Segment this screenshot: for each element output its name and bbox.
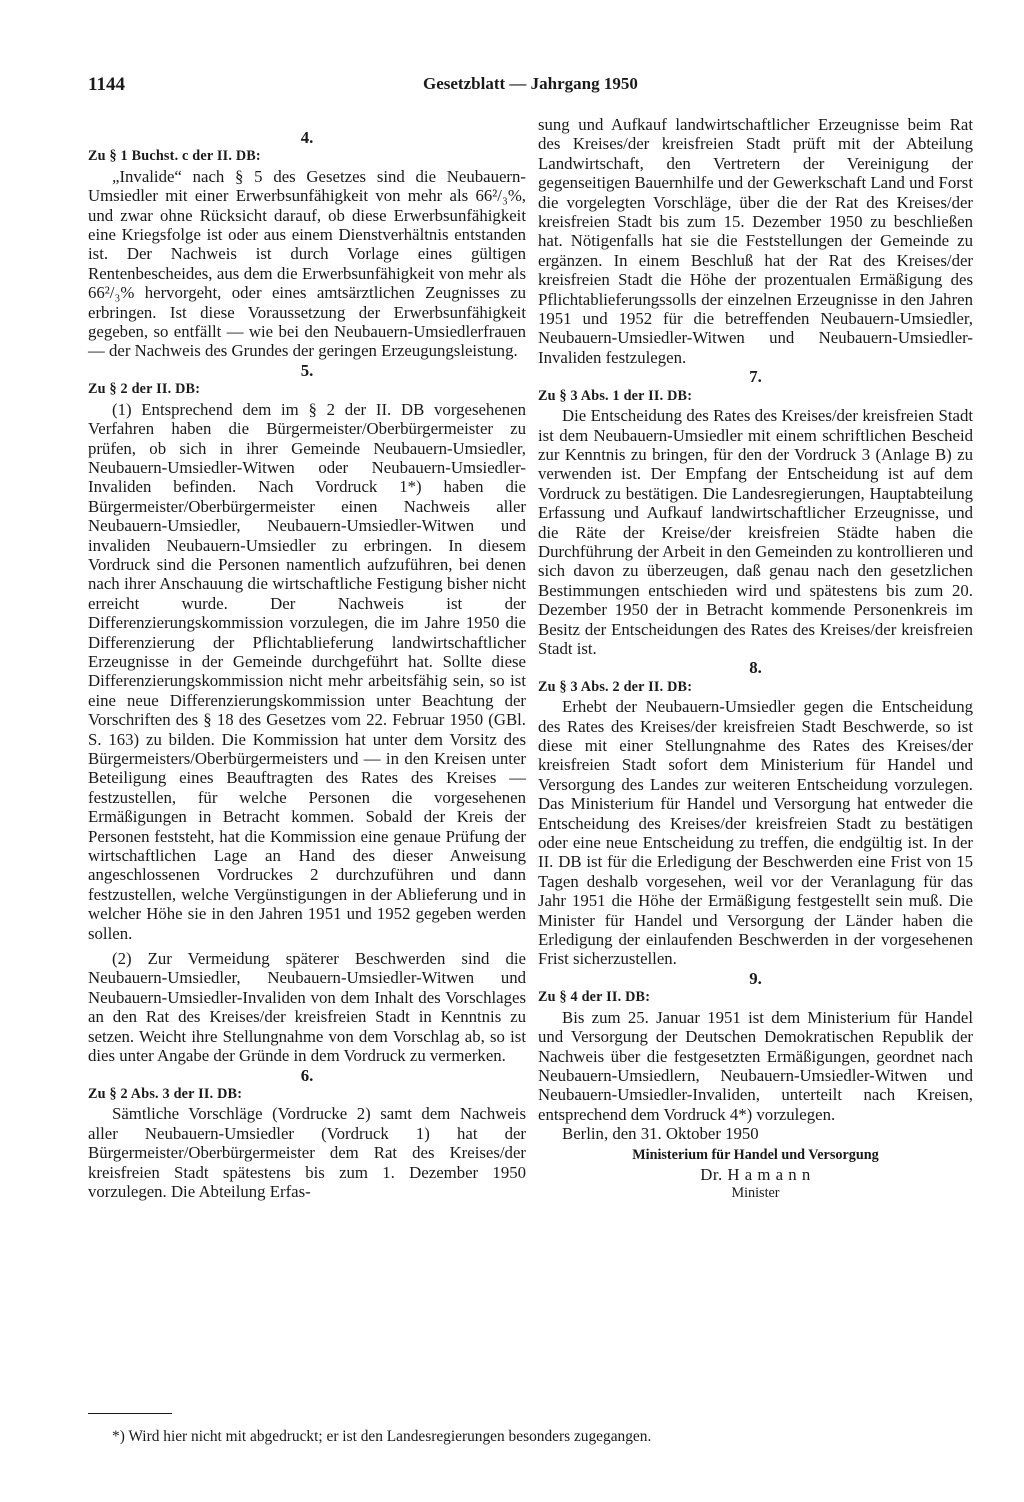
section-number: 6. <box>300 1065 314 1085</box>
footnote-divider <box>88 1413 172 1414</box>
signatory-name: Dr. H a m a n n <box>700 1164 811 1184</box>
section-reference: Zu § 1 Buchst. c der II. DB: <box>88 148 261 165</box>
paragraph-1: (1) Entsprechend dem im § 2 der II. DB vorgesehenen Verfahren haben die Bürgermeister/Oberbürgermeister zu prüfen, ob sich in ihrer Gemeinde Neubauern-Umsiedler, Neubauern-Umsiedler-Witwen oder Neubauern-Umsiedler-Invaliden befinden. Nach Vordruck 1*) haben die Bürgermeister/Oberbürgermeister einen Nachweis aller Neubauern-Umsiedler, Neubauern-Umsiedler-Witwen und invaliden Neubauern-Umsiedler zu erbringen. In diesem Vordruck sind die Personen namentlich aufzuführen, bei denen nach ihrer Anschauung die wirtschaftliche Festigung bisher nicht erreicht wurde. Der Nachweis ist der Differenzierungskommission vorzulegen, die im Jahre 1950 die Differenzierung der Pflichtablieferung landwirtschaftlicher Erzeugnisse in der Gemeinde durchgeführt hat. Sollte diese Differenzierungskommission nicht mehr arbeitsfähig sein, so ist eine neue Differenzierungskommission unter Beachtung der Vorschriften des § 18 des Gesetzes vom 22. Februar 1950 (GBl. S. 163) zu bilden. Die Kommission hat unter dem Vorsitz des Bürgermeisters/Oberbürgermeisters und — in den Kreisen unter Beteiligung eines Beauftragten des Rates des Kreises — festzustellen, für welche Personen die vorgesehenen Ermäßigungen in Betracht kommen. Sobald der Kreis der Personen feststeht, hat die Kommission eine genaue Prüfung der wirtschaftlichen Lage an Hand des dieser Anweisung angeschlossenen Vordruckes 2 durchzuführen und dann festzustellen, welche Vergünstigungen in der Ablieferung und in welcher Höhe sie in den Jahren 1951 und 1952 gegeben werden sollen. <box>88 399 526 943</box>
section-6-continuation: sung und Aufkauf landwirtschaftlicher Erzeugnisse beim Rat des Kreises/der kreisfreien Stadt prüft mit der Abteilung Landwirtschaft, den Vertretern der Vereinigung der gegenseitigen Bauernhilfe und der Gewerkschaft Land und Forst die vorgelegten Vorschläge, über die der Rat des Kreises/der kreisfreien Stadt bis zum 15. Dezember 1950 zu beschließen hat. Nötigenfalls hat sie die Feststellungen der Gemeinde zu ergänzen. In einem Beschluß hat der Rat des Kreises/der kreisfreien Stadt die Höhe der prozentualen Ermäßigung des Pflichtablieferungssolls der einzelnen Erzeugnisse in den Jahren 1951 und 1952 für die betreffenden Neubauern-Umsiedler, Neubauern-Umsiedler-Witwen und Neubauern-Umsiedler-Invaliden festzulegen. <box>538 115 973 367</box>
section-text: „Invalide“ nach § 5 des Gesetzes sind die Neubauern-Umsiedler mit einer Erwerbsunfähigkeit von mehr als 66²/₃%, und zwar ohne Rücksicht darauf, ob diese Erwerbsunfähigkeit eine Kriegsfolge ist oder aus einem Dienstverhältnis entstanden ist. Der Nachweis ist durch Vorlage eines gültigen Rentenbescheides, aus dem die Erwerbsunfähigkeit von mehr als 66²/₃% hervorgeht, oder eines amtsärztlichen Zeugnisses zu erbringen. Ist diese Voraussetzung der Erwerbsunfähigkeit gegeben, so entfällt — wie bei den Neubauern-Umsiedlerfrauen — der Nachweis des Grundes der geringen Erzeugungsleistung. <box>88 166 526 361</box>
section-reference: Zu § 2 Abs. 3 der II. DB: <box>88 1085 243 1102</box>
place-date: Berlin, den 31. Oktober 1950 <box>562 1124 759 1144</box>
section-6 <box>88 1066 526 1202</box>
section-text: Sämtliche Vorschläge (Vordrucke 2) samt dem Nachweis aller Neubauern-Umsiedler (Vordruck 1) hat der Bürgermeister/Oberbürgermeister dem Rat des Kreises/der kreisfreien Stadt spätestens bis zum 1. Dezember 1950 vorzulegen. Die Abteilung Erfas- <box>88 1104 526 1201</box>
section-5 <box>88 361 526 1066</box>
section-8 <box>538 658 973 969</box>
section-text: Bis zum 25. Januar 1951 ist dem Ministerium für Handel und Versorgung der Deutschen Demokratischen Republik der Nachweis über die festgesetzten Ermäßigungen, geordnet nach Neubauern-Umsiedlern, Neubauern-Umsiedler-Witwen und Neubauern-Umsiedler-Invaliden, unterteilt nach Kreisen, entsprechend dem Vordruck 4*) vorzulegen. <box>538 1007 973 1124</box>
left-column <box>88 128 526 1201</box>
section-number: 5. <box>300 360 314 380</box>
ministry-name: Ministerium für Handel und Versorgung <box>632 1146 879 1163</box>
section-number: 7. <box>749 367 762 387</box>
section-number: 8. <box>749 658 762 678</box>
section-reference: Zu § 2 der II. DB: <box>88 381 201 398</box>
section-reference: Zu § 3 Abs. 2 der II. DB: <box>538 678 693 695</box>
page-header <box>88 68 950 98</box>
footnote: *) Wird hier nicht mit abgedruckt; er ist den Landesregierungen besonders zugegangen. <box>112 1428 652 1445</box>
page-number: 1144 <box>88 74 125 95</box>
signatory-role: Minister <box>731 1185 780 1202</box>
section-number: 9. <box>749 968 762 988</box>
section-4 <box>88 128 526 361</box>
section-text: Erhebt der Neubauern-Umsiedler gegen die Entscheidung des Rates des Kreises/der kreisfreien Stadt Beschwerde, so ist diese mit einer Stellungnahme des Rates des Kreises/der kreisfreien Stadt sofort dem Ministerium für Handel und Versorgung des Landes zur weiteren Entscheidung vorzulegen. Das Ministerium für Handel und Versorgung hat entweder die Entscheidung des Kreises/der kreisfreien Stadt zu bestätigen oder eine neue Entscheidung zu treffen, die endgültig ist. In der II. DB ist für die Erledigung der Beschwerden eine Frist von 15 Tagen deshalb vorgesehen, weil vor der Veranlagung für das Jahr 1951 die Höhe der Ermäßigung festgestellt sein muß. Die Minister für Handel und Versorgung der Länder haben die Erledigung der einlaufenden Beschwerden in der vorgesehenen Frist sicherzustellen. <box>538 697 973 969</box>
right-column <box>538 115 973 1204</box>
journal-title: Gesetzblatt — Jahrgang 1950 <box>423 74 638 93</box>
paragraph-2: (2) Zur Vermeidung späterer Beschwerden sind die Neubauern-Umsiedler, Neubauern-Umsiedler-Witwen und Neubauern-Umsiedler-Invaliden von dem Inhalt des Vorschlages an den Rat des Kreises/der kreisfreien Stadt in Kenntnis zu setzen. Weicht ihre Stellungnahme von dem Vorschlag ab, so ist dies unter Angabe der Gründe in dem Vordruck zu vermerken. <box>88 949 526 1066</box>
section-9 <box>538 969 973 1124</box>
section-reference: Zu § 3 Abs. 1 der II. DB: <box>538 387 693 404</box>
signature-block <box>538 1124 973 1204</box>
section-number: 4. <box>300 128 314 147</box>
section-7 <box>538 367 973 658</box>
section-reference: Zu § 4 der II. DB: <box>538 989 651 1006</box>
section-text: Die Entscheidung des Rates des Kreises/der kreisfreien Stadt ist dem Neubauern-Umsiedler mit einem schriftlichen Bescheid zur Kenntnis zu bringen, für den der Vordruck 3 (Anlage B) zu verwenden ist. Der Empfang der Entscheidung ist auf dem Vordruck zu bestätigen. Die Landesregierungen, Hauptabteilung Erfassung und Aufkauf landwirtschaftlicher Erzeugnisse, und die Räte der Kreise/der kreisfreien Städte haben die Durchführung der Arbeit in den Gemeinden zu kontrollieren und sich davon zu überzeugen, daß genau nach den gesetzlichen Bestimmungen entschieden wird und spätestens bis zum 20. Dezember 1950 der in Betracht kommende Personenkreis im Besitz der Entscheidungen des Rates des Kreises/der kreisfreien Stadt ist. <box>538 406 973 658</box>
